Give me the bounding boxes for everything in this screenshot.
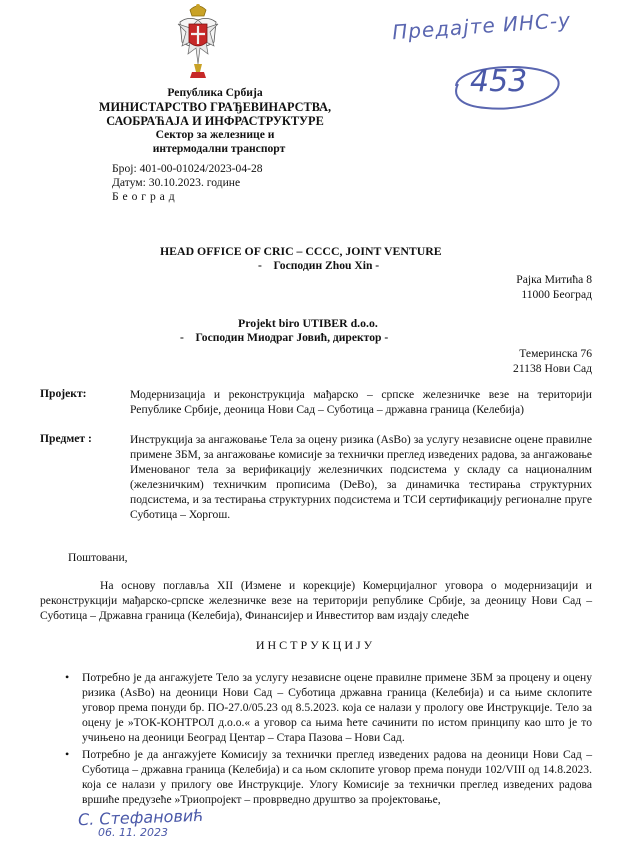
subject-label: Предмет : (40, 432, 92, 445)
document-city: Б е о г р а д (112, 190, 176, 204)
recipient-2-name: Projekt biro UTIBER d.o.o. (238, 316, 378, 330)
document-number: Број: 401-00-01024/2023-04-28 (112, 162, 263, 175)
ministry-header (80, 86, 350, 156)
header-sector-line2: интермодални транспорт (152, 142, 286, 155)
recipient-2-city: 21138 Нови Сад (513, 362, 592, 375)
recipient-2-street: Темеринска 76 (519, 347, 592, 360)
document-meta (112, 162, 263, 205)
header-sector-line1: Сектор за железнице и (155, 128, 275, 141)
recipient-1-person: - Господин Zhou Xin - (258, 259, 380, 272)
recipient-1-address (516, 272, 592, 302)
handwritten-number: 453 (470, 64, 528, 99)
instruction-item: • Потребно је да ангажујете Комисију за технички преглед изведених радова на деоници Нови Сад – Суботица – државна граница (Келебија) и са њом склопите уговор према понуди 102/VIII од 14.8.2023. која се налази у прилогу ове Инструкције. Улогу Комисије за технички преглед изведених радова вршиће предузеће »Триопројект – проврведно друштво за пројектовање, (82, 747, 592, 807)
coat-of-arms-icon (176, 2, 220, 82)
recipient-2-person: - Господин Миодраг Јовић, директор - (180, 331, 389, 344)
instruction-list (82, 670, 592, 809)
recipient-1-city: 11000 Београд (521, 288, 592, 301)
handwritten-date: 06. 11. 2023 (98, 826, 168, 839)
intro-paragraph: На основу поглавља XII (Измене и корекције) Комерцијалног уговора о модернизацији и реконструкцији мађарско-српске железничке везе на територији републике Србије, за деоницу Нови Сад – Суботица – Државна граница (Келебија), Финансијер и Инвеститор вам издају следеће (40, 579, 592, 622)
document-date: Датум: 30.10.2023. године (112, 176, 241, 190)
header-ministry-line1: МИНИСТАРСТВО ГРАЂЕВИНАРСТВА, (98, 100, 332, 114)
recipient-1-name: HEAD OFFICE OF CRIC – CCCC, JOINT VENTURE (160, 244, 442, 258)
handwritten-signature: С. Стефановић (77, 805, 204, 830)
recipient-1-street: Рајка Митића 8 (516, 273, 592, 286)
instruction-title: И Н С Т Р У К Ц И Ј У (255, 638, 373, 652)
instruction-item: • Потребно је да ангажујете Тело за услугу независне оцене правилне примене ЗБМ за процену и оцену ризика (AsBo) на деоници Нови Сад – Суботица државна граница (Келебија) и са њиме склопите уговор према понуди бр. ПО-27.0/05.23 од 8.5.2023. која се налази у прологу ове Инструкције. Тело за оцену је »ТОК-КОНТРОЛ д.о.о.« а уговор са њима ћете сачинити по истом принципу као што је то учињено на деоници Београд Центар – Стара Пазова – Нови Сад. (82, 670, 592, 745)
recipient-2-address (513, 346, 592, 376)
project-label: Пројект: (40, 387, 87, 400)
handwritten-note: Предајте ИНС-у (391, 7, 572, 45)
header-ministry-line2: САОБРАЋАЈА И ИНФРАСТРУКТУРЕ (106, 114, 324, 128)
header-country: Република Србија (167, 86, 263, 99)
subject-text: Инструкција за ангажовање Тела за оцену ризика (AsBo) за услугу независне оцене правилне примене ЗБМ, за ангажовање комисије за технички преглед изведених радова, за ангажовање Именованог тела за верификацију железничких подсистема у складу са националним (железничким) техничким прописима (DeBo), за динамичка тестирања структурних подсистема, и за тестирања структурних подсистема и ТСИ сертификацију регионалне пруге Суботица – Хоргош. (130, 433, 592, 521)
project-text: Модернизација и реконструкција мађарско – српске железничке везе на територији Републике Србије, деоница Нови Сад – Суботица – државна граница (Келебија) (130, 388, 592, 416)
greeting: Поштовани, (68, 551, 128, 564)
